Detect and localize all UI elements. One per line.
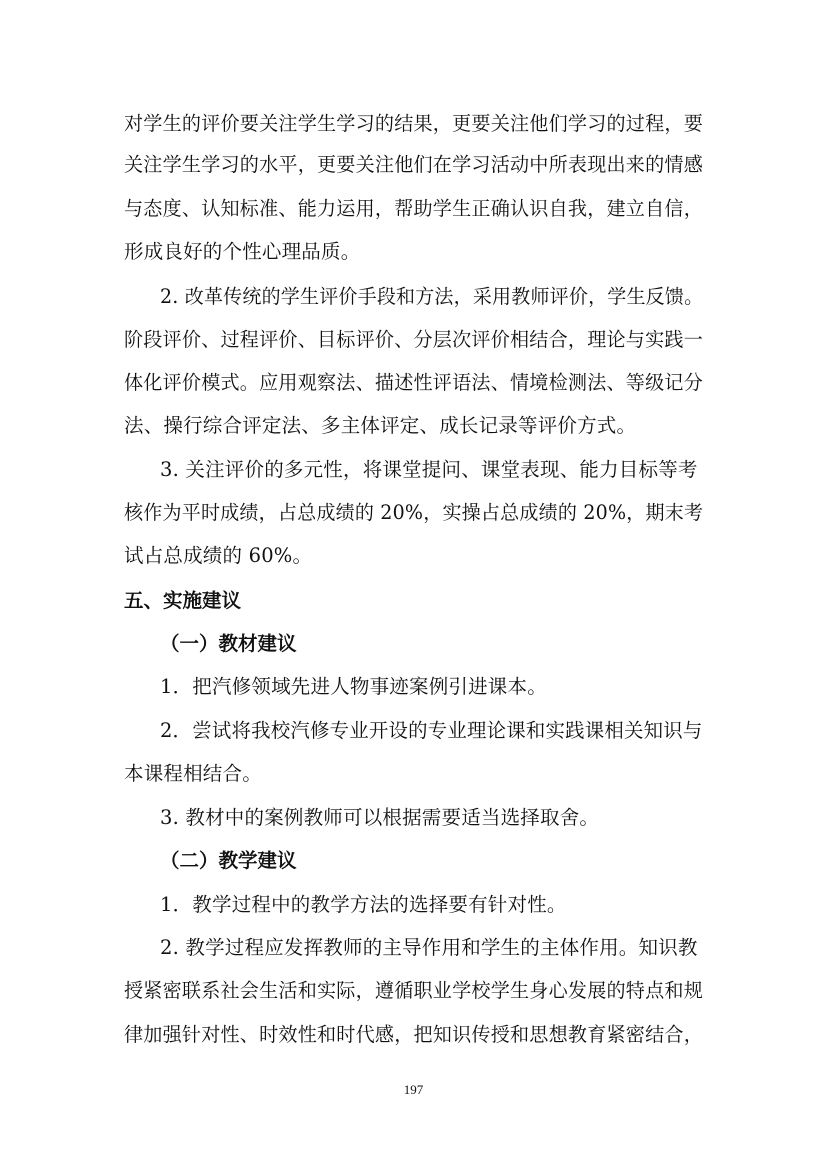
paragraph-line: 试占总成绩的 60%。 (124, 544, 313, 567)
list-item: 3. 教材中的案例教师可以根据需要适当选择取舍。 (160, 806, 600, 829)
paragraph-line: 对学生的评价要关注学生学习的结果，更要关注他们学习的过程，要 (124, 112, 704, 135)
list-item: 1．把汽修领域先进人物事迹案例引进课本。 (160, 675, 547, 698)
subsection-heading: （二）教学建议 (160, 849, 297, 872)
paragraph-line: 关注学生学习的水平，更要关注他们在学习活动中所表现出来的情感 (124, 153, 704, 176)
paragraph-line: 形成良好的个性心理品质。 (124, 240, 361, 263)
list-item-continuation: 本课程相结合。 (124, 762, 262, 785)
section-heading: 五、实施建议 (124, 589, 242, 612)
list-item-continuation: 律加强针对性、时效性和时代感，把知识传授和思想教育紧密结合， (124, 1023, 704, 1046)
paragraph-line: 阶段评价、过程评价、目标评价、分层次评价相结合，理论与实践一 (124, 328, 704, 351)
paragraph-line: 3. 关注评价的多元性，将课堂提问、课堂表现、能力目标等考 (160, 458, 698, 481)
list-item: 2. 教学过程应发挥教师的主导作用和学生的主体作用。知识教 (160, 936, 698, 959)
list-item: 2．尝试将我校汽修专业开设的专业理论课和实践课相关知识与 (160, 719, 703, 742)
paragraph-line: 法、操行综合评定法、多主体评定、成长记录等评价方式。 (124, 414, 637, 437)
paragraph-line: 与态度、认知标准、能力运用，帮助学生正确认识自我，建立自信， (124, 197, 704, 220)
list-item-continuation: 授紧密联系社会生活和实际，遵循职业学校学生身心发展的特点和规 (124, 979, 704, 1002)
page-number: 197 (403, 1082, 424, 1097)
paragraph-line: 2. 改革传统的学生评价手段和方法，采用教师评价，学生反馈。 (160, 285, 704, 308)
paragraph-line: 核作为平时成绩，占总成绩的 20%，实操占总成绩的 20%，期末考 (124, 501, 704, 524)
list-item: 1．教学过程中的教学方法的选择要有针对性。 (160, 893, 567, 916)
subsection-heading: （一）教材建议 (160, 632, 297, 655)
paragraph-line: 体化评价模式。应用观察法、描述性评语法、情境检测法、等级记分 (124, 371, 704, 394)
